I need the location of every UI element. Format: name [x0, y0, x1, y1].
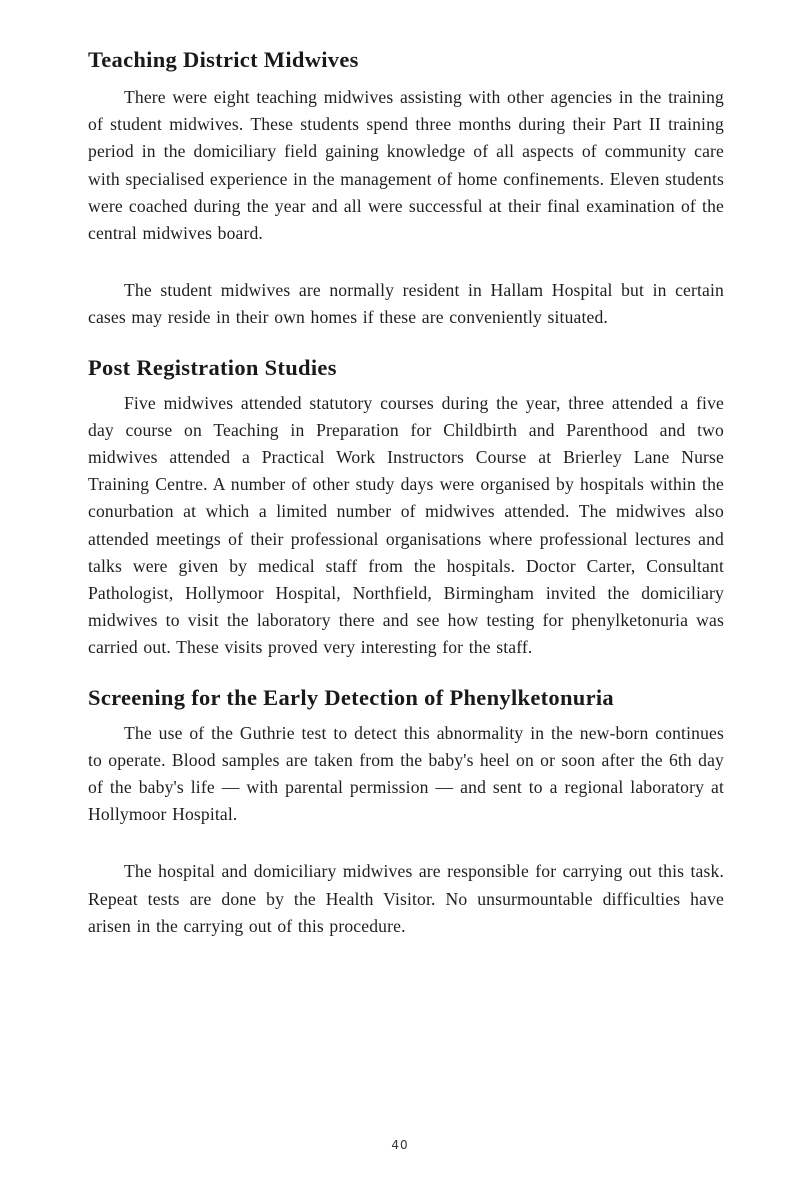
- section-phenylketonuria-screening: [88, 678, 724, 940]
- document-page: [88, 40, 724, 940]
- paragraph: The student midwives are normally resident in Hallam Hospital but in certain cases may reside in their own homes if these are conveniently situated.: [88, 280, 724, 328]
- page-number: 40: [391, 1138, 409, 1152]
- paragraph: There were eight teaching midwives assisting with other agencies in the training of student midwives. These students spend three months during their Part II training period in the domiciliary field gaining knowledge of all aspects of community care with specialised experience in the management of home confinements. Eleven students were coached during the year and all were successful at their final examination of the central midwives board.: [88, 87, 724, 244]
- section-heading: Screening for the Early Detection of Phenylketonuria: [88, 684, 614, 710]
- section-heading: Post Registration Studies: [88, 354, 337, 380]
- paragraph: The hospital and domiciliary midwives are responsible for carrying out this task. Repeat tests are done by the Health Visitor. No unsurmountable difficulties have arisen in the carrying out of this procedure.: [88, 861, 724, 936]
- paragraph: The use of the Guthrie test to detect this abnormality in the new-born continues to operate. Blood samples are taken from the baby's heel on or soon after the 6th day of the baby's life — with parental permission — and sent to a regional laboratory at Hollymoor Hospital.: [88, 722, 724, 825]
- section-teaching-district-midwives: [88, 40, 724, 332]
- paragraph: Five midwives attended statutory courses during the year, three attended a five day course on Teaching in Preparation for Childbirth and Parenthood and two midwives attended a Practical Work Instructors Course at Brierley Lane Nurse Training Centre. A number of other study days were organised by hospitals within the conurbation at which a limited number of midwives attended. The midwives also attended meetings of their professional organisations where professional lectures and talks were given by medical staff from the hospitals. Doctor Carter, Consultant Pathologist, Hollymoor Hospital, Northfield, Birmingham invited the domiciliary midwives to visit the laboratory there and see how testing for phenylketonuria was carried out. These visits proved very interesting for the staff.: [88, 392, 724, 658]
- section-post-registration-studies: [88, 348, 724, 662]
- section-heading: Teaching District Midwives: [88, 47, 359, 72]
